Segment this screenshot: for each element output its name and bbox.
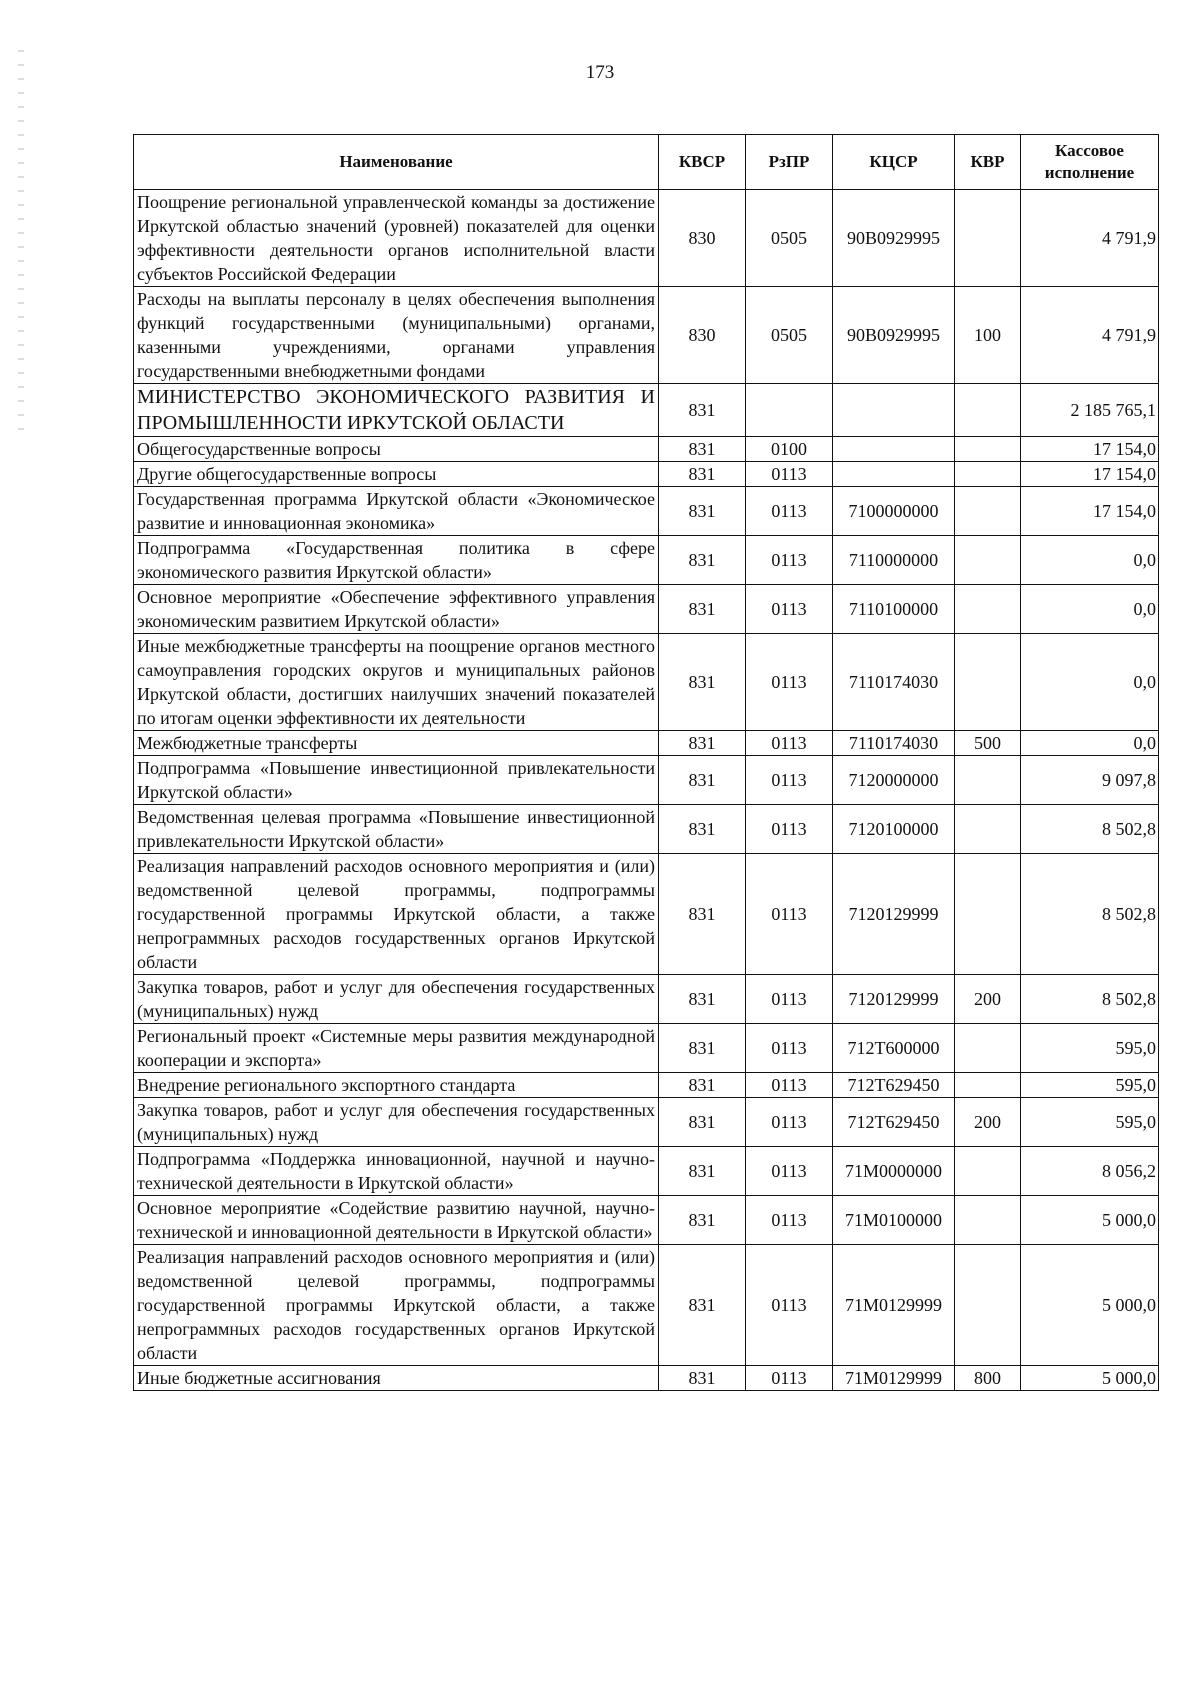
cell-kvsr: 831: [659, 1245, 746, 1366]
cell-kvr: [955, 384, 1021, 437]
table-row: [134, 1073, 1159, 1098]
cell-kvr: [955, 462, 1021, 487]
cell-sum: 0,0: [1021, 731, 1159, 756]
page-number: 173: [585, 62, 615, 83]
scan-edge-marks: [18, 50, 24, 430]
cell-kvr: [955, 805, 1021, 854]
cell-kcsr: 7120100000: [833, 805, 955, 854]
cell-name: Реализация направлений расходов основного мероприятия и (или) ведомственной целевой программы, подпрограммы государственной программы Иркутской области, а также непрограммных расходов государственных органов Иркутской области: [134, 1245, 659, 1366]
cell-kvsr: 831: [659, 731, 746, 756]
cell-sum: 5 000,0: [1021, 1366, 1159, 1391]
cell-rzpr: 0113: [746, 1024, 833, 1073]
cell-name: Расходы на выплаты персоналу в целях обеспечения выполнения функций государственными (муниципальными) органами, казенными учреждениями, органами управления государственными внебюджетными фондами: [134, 287, 659, 384]
cell-rzpr: 0113: [746, 634, 833, 731]
cell-kvr: 800: [955, 1366, 1021, 1391]
cell-kvsr: 830: [659, 190, 746, 287]
table-row: [134, 634, 1159, 731]
cell-rzpr: 0113: [746, 805, 833, 854]
cell-kvsr: 831: [659, 1024, 746, 1073]
cell-kcsr: 71М0100000: [833, 1196, 955, 1245]
cell-rzpr: 0505: [746, 190, 833, 287]
cell-kvr: [955, 634, 1021, 731]
cell-kvsr: 831: [659, 1098, 746, 1147]
header-sum: Кассовое исполнение: [1021, 135, 1159, 190]
cell-rzpr: 0113: [746, 1366, 833, 1391]
header-kvsr: КВСР: [659, 135, 746, 190]
cell-rzpr: 0113: [746, 1245, 833, 1366]
cell-kvsr: 831: [659, 854, 746, 975]
table-row: [134, 731, 1159, 756]
table-row: [134, 384, 1159, 437]
cell-sum: 8 502,8: [1021, 975, 1159, 1024]
cell-kvsr: 831: [659, 462, 746, 487]
cell-kcsr: 7120000000: [833, 756, 955, 805]
cell-sum: 17 154,0: [1021, 437, 1159, 462]
cell-sum: 5 000,0: [1021, 1245, 1159, 1366]
cell-sum: 8 502,8: [1021, 854, 1159, 975]
table-row: [134, 287, 1159, 384]
header-kcsr: КЦСР: [833, 135, 955, 190]
cell-kcsr: 71М0129999: [833, 1245, 955, 1366]
table-row: [134, 462, 1159, 487]
table-row: [134, 975, 1159, 1024]
cell-name: Иные межбюджетные трансферты на поощрение органов местного самоуправления городских округов и муниципальных районов Иркутской области, достигших наилучших значений показателей по итогам оценки эффективности их деятельности: [134, 634, 659, 731]
cell-kvr: [955, 854, 1021, 975]
cell-kcsr: 712Т629450: [833, 1073, 955, 1098]
cell-kvr: [955, 1073, 1021, 1098]
cell-kvsr: 830: [659, 287, 746, 384]
cell-sum: 17 154,0: [1021, 487, 1159, 536]
cell-kcsr: 712Т629450: [833, 1098, 955, 1147]
cell-name: Межбюджетные трансферты: [134, 731, 659, 756]
budget-execution-table: [133, 134, 1159, 1391]
cell-name: Ведомственная целевая программа «Повышение инвестиционной привлекательности Иркутской области»: [134, 805, 659, 854]
table-row: [134, 437, 1159, 462]
cell-kcsr: 7120129999: [833, 854, 955, 975]
cell-rzpr: 0113: [746, 1098, 833, 1147]
cell-rzpr: 0100: [746, 437, 833, 462]
cell-kcsr: [833, 462, 955, 487]
cell-kvsr: 831: [659, 585, 746, 634]
table-row: [134, 536, 1159, 585]
cell-rzpr: 0113: [746, 731, 833, 756]
cell-name: Подпрограмма «Государственная политика в сфере экономического развития Иркутской области»: [134, 536, 659, 585]
cell-kcsr: 90В0929995: [833, 287, 955, 384]
cell-sum: 8 056,2: [1021, 1147, 1159, 1196]
cell-rzpr: 0113: [746, 854, 833, 975]
table-row: [134, 1098, 1159, 1147]
cell-kvr: [955, 487, 1021, 536]
cell-name: МИНИСТЕРСТВО ЭКОНОМИЧЕСКОГО РАЗВИТИЯ И ПРОМЫШЛЕННОСТИ ИРКУТСКОЙ ОБЛАСТИ: [134, 384, 659, 437]
cell-sum: 2 185 765,1: [1021, 384, 1159, 437]
cell-name: Подпрограмма «Поддержка инновационной, научной и научно-технической деятельности в Иркутской области»: [134, 1147, 659, 1196]
cell-kcsr: 7100000000: [833, 487, 955, 536]
cell-kvr: 100: [955, 287, 1021, 384]
cell-sum: 4 791,9: [1021, 287, 1159, 384]
cell-rzpr: 0113: [746, 536, 833, 585]
cell-rzpr: 0113: [746, 585, 833, 634]
cell-kcsr: 71М0129999: [833, 1366, 955, 1391]
cell-kcsr: 7110174030: [833, 731, 955, 756]
header-kvr: КВР: [955, 135, 1021, 190]
cell-kvr: [955, 536, 1021, 585]
table-row: [134, 1196, 1159, 1245]
cell-sum: 5 000,0: [1021, 1196, 1159, 1245]
cell-kcsr: [833, 437, 955, 462]
cell-name: Реализация направлений расходов основного мероприятия и (или) ведомственной целевой программы, подпрограммы государственной программы Иркутской области, а также непрограммных расходов государственных органов Иркутской области: [134, 854, 659, 975]
cell-rzpr: [746, 384, 833, 437]
cell-kvsr: 831: [659, 1196, 746, 1245]
cell-rzpr: 0113: [746, 756, 833, 805]
cell-name: Основное мероприятие «Содействие развитию научной, научно-технической и инновационной деятельности в Иркутской области»: [134, 1196, 659, 1245]
cell-kvr: 500: [955, 731, 1021, 756]
table-row: [134, 805, 1159, 854]
cell-kvr: [955, 1024, 1021, 1073]
cell-rzpr: 0113: [746, 462, 833, 487]
cell-sum: 595,0: [1021, 1098, 1159, 1147]
cell-name: Подпрограмма «Повышение инвестиционной привлекательности Иркутской области»: [134, 756, 659, 805]
cell-kvr: 200: [955, 1098, 1021, 1147]
cell-name: Поощрение региональной управленческой команды за достижение Иркутской областью значений (уровней) показателей для оценки эффективности деятельности органов исполнительной власти субъектов Российской Федерации: [134, 190, 659, 287]
cell-kcsr: 7110000000: [833, 536, 955, 585]
cell-rzpr: 0113: [746, 975, 833, 1024]
cell-kvsr: 831: [659, 487, 746, 536]
cell-rzpr: 0113: [746, 1196, 833, 1245]
cell-kvr: [955, 1147, 1021, 1196]
cell-name: Другие общегосударственные вопросы: [134, 462, 659, 487]
table-row: [134, 190, 1159, 287]
cell-sum: 0,0: [1021, 536, 1159, 585]
cell-sum: 17 154,0: [1021, 462, 1159, 487]
cell-kcsr: 90В0929995: [833, 190, 955, 287]
table-row: [134, 1366, 1159, 1391]
cell-kvsr: 831: [659, 805, 746, 854]
table-row: [134, 585, 1159, 634]
table-header-row: [134, 135, 1159, 190]
cell-kvsr: 831: [659, 536, 746, 585]
cell-sum: 595,0: [1021, 1073, 1159, 1098]
cell-sum: 0,0: [1021, 634, 1159, 731]
table-row: [134, 1024, 1159, 1073]
table-row: [134, 1147, 1159, 1196]
header-name: Наименование: [134, 135, 659, 190]
cell-kvsr: 831: [659, 384, 746, 437]
cell-sum: 0,0: [1021, 585, 1159, 634]
cell-rzpr: 0113: [746, 1073, 833, 1098]
cell-kvsr: 831: [659, 756, 746, 805]
cell-sum: 9 097,8: [1021, 756, 1159, 805]
cell-kvsr: 831: [659, 975, 746, 1024]
cell-kcsr: 712Т600000: [833, 1024, 955, 1073]
table-body: [134, 190, 1159, 1391]
cell-kvsr: 831: [659, 437, 746, 462]
table-row: [134, 756, 1159, 805]
cell-sum: 8 502,8: [1021, 805, 1159, 854]
cell-kvsr: 831: [659, 634, 746, 731]
cell-name: Основное мероприятие «Обеспечение эффективного управления экономическим развитием Иркутской области»: [134, 585, 659, 634]
table-row: [134, 854, 1159, 975]
cell-kcsr: 7110100000: [833, 585, 955, 634]
cell-name: Закупка товаров, работ и услуг для обеспечения государственных (муниципальных) нужд: [134, 975, 659, 1024]
cell-kvr: [955, 1245, 1021, 1366]
cell-kvsr: 831: [659, 1147, 746, 1196]
cell-rzpr: 0113: [746, 1147, 833, 1196]
cell-rzpr: 0505: [746, 287, 833, 384]
cell-name: Государственная программа Иркутской области «Экономическое развитие и инновационная экономика»: [134, 487, 659, 536]
cell-kvr: [955, 585, 1021, 634]
cell-kvr: [955, 1196, 1021, 1245]
cell-kvsr: 831: [659, 1073, 746, 1098]
cell-kcsr: [833, 384, 955, 437]
cell-name: Закупка товаров, работ и услуг для обеспечения государственных (муниципальных) нужд: [134, 1098, 659, 1147]
cell-kvr: [955, 190, 1021, 287]
cell-name: Региональный проект «Системные меры развития международной кооперации и экспорта»: [134, 1024, 659, 1073]
cell-kvr: 200: [955, 975, 1021, 1024]
cell-kvr: [955, 437, 1021, 462]
cell-sum: 595,0: [1021, 1024, 1159, 1073]
cell-kcsr: 7110174030: [833, 634, 955, 731]
cell-kcsr: 7120129999: [833, 975, 955, 1024]
table-row: [134, 487, 1159, 536]
cell-kvsr: 831: [659, 1366, 746, 1391]
header-rzpr: РзПР: [746, 135, 833, 190]
table-row: [134, 1245, 1159, 1366]
cell-sum: 4 791,9: [1021, 190, 1159, 287]
cell-kvr: [955, 756, 1021, 805]
cell-name: Иные бюджетные ассигнования: [134, 1366, 659, 1391]
cell-kcsr: 71М0000000: [833, 1147, 955, 1196]
cell-rzpr: 0113: [746, 487, 833, 536]
cell-name: Внедрение регионального экспортного стандарта: [134, 1073, 659, 1098]
cell-name: Общегосударственные вопросы: [134, 437, 659, 462]
